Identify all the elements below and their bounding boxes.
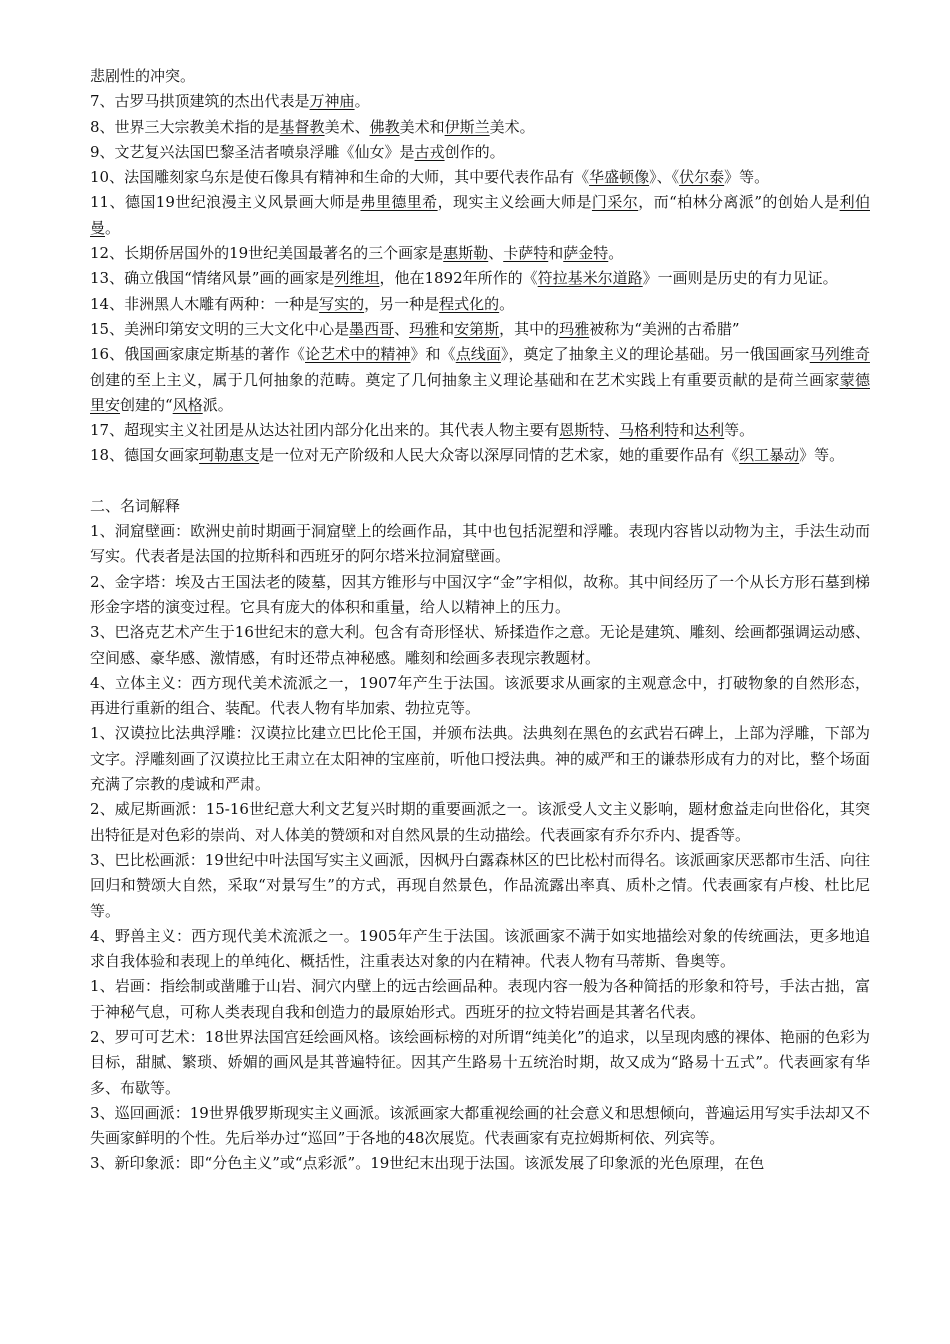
- answer-item: [90, 115, 870, 140]
- definition-item: 3、巴比松画派：19世纪中叶法国写实主义画派，因枫丹白露森林区的巴比松村而得名。该派画家厌恶都市生活、向往回归和赞颂大自然，采取“对景写生”的方式，再现自然景色，作品流露出率真、质朴之情。代表画家有卢梭、杜比尼等。: [90, 850, 870, 920]
- underlined-answer: 基督教: [279, 117, 325, 136]
- underlined-answer: 玛雅: [559, 319, 590, 338]
- underlined-answer: 织工暴动: [739, 446, 800, 465]
- text-segment: 》等。: [799, 446, 845, 465]
- definition-item: 4、野兽主义：西方现代美术流派之一。1905年产生于法国。该派画家不满于如实地描绘对象的传统画法，更多地追求自我体验和表现上的单纯化、概括性，注重表达对象的内在精神。代表人物有马蒂斯、鲁奥等。: [90, 926, 870, 971]
- definition-item: 3、新印象派：即“分色主义”或“点彩派”。19世纪末出现于法国。该派发展了印象派的光色原理，在色: [90, 1154, 765, 1173]
- underlined-answer: 门采尔: [591, 193, 639, 212]
- text-segment: 美术。: [489, 117, 535, 136]
- text-segment: 、: [394, 319, 410, 338]
- text-segment: 。: [608, 244, 624, 263]
- text-segment: 和: [548, 244, 564, 263]
- answer-item: [90, 140, 870, 165]
- text-segment: 和: [679, 421, 695, 440]
- text-segment: 创建的至上主义，属于几何抽象的范畴。奠定了几何抽象主义理论基础和在艺术实践上有重要贡献的是荷兰画家: [90, 370, 840, 389]
- text-segment: 、: [488, 244, 504, 263]
- text-segment: 创建的“: [120, 395, 173, 414]
- text-segment: 被称为“美洲的古希腊”: [589, 319, 740, 338]
- text-segment: ，其中的: [499, 319, 560, 338]
- text-segment: 美术、: [324, 117, 370, 136]
- underlined-answer: 列维坦: [334, 269, 380, 288]
- underlined-answer: 论艺术中的精神: [305, 345, 411, 364]
- text-segment: ，而“柏林分离派”的创始人是: [638, 193, 840, 212]
- text-segment: 17、超现实主义社团是从达达社团内部分化出来的。其代表人物主要有: [90, 421, 560, 440]
- underlined-answer: 符拉基米尔道路: [537, 269, 643, 288]
- answer-item: [90, 64, 870, 89]
- text-segment: 》和《: [410, 345, 456, 364]
- text-segment: 创作的。: [444, 142, 505, 161]
- underlined-answer: 弗里德里希: [360, 193, 438, 212]
- text-segment: ，他在1892年所作的《: [379, 269, 538, 288]
- underlined-answer: 蒙德里安: [90, 370, 870, 414]
- text-segment: 派。: [202, 395, 233, 414]
- answer-item: [90, 266, 870, 291]
- definition-item: 1、汉谟拉比法典浮雕：汉谟拉比建立巴比伦王国，并颁布法典。法典刻在黑色的玄武岩石碑上，上部为浮雕，下部为文字。浮雕刻画了汉谟拉比王肃立在太阳神的宝座前，听他口授法典。神的威严和王的谦恭形成有力的对比，整个场面充满了宗教的虔诚和严肃。: [90, 724, 871, 794]
- underlined-answer: 点线面: [455, 345, 501, 364]
- text-segment: 12、长期侨居国外的19世纪美国最著名的三个画家是: [90, 244, 444, 263]
- underlined-answer: 万神庙: [309, 92, 355, 111]
- text-segment: 》一画则是历史的有力见证。: [642, 269, 838, 288]
- answer-item: [90, 165, 870, 190]
- underlined-answer: 马格利特: [619, 421, 680, 440]
- document-page: [90, 64, 870, 1177]
- text-segment: 14、非洲黑人木雕有两种：一种是: [90, 294, 320, 313]
- text-segment: 16、俄国画家康定斯基的著作《: [90, 345, 306, 364]
- definition-item: 3、巡回画派：19世界俄罗斯现实主义画派。该派画家大都重视绘画的社会意义和思想倾向，普遍运用写实手法却又不失画家鲜明的个性。先后举办过“巡回”于各地的48次展览。代表画家有克拉姆斯柯依、列宾等。: [90, 1103, 870, 1148]
- underlined-answer: 伏尔泰: [679, 168, 725, 187]
- underlined-answer: 墨西哥: [349, 319, 395, 338]
- term-definitions: [90, 519, 870, 1177]
- underlined-answer: 佛教: [369, 117, 400, 136]
- definition-item: 4、立体主义：西方现代美术流派之一，1907年产生于法国。该派要求从画家的主观意念中，打破物象的自然形态，再进行重新的组合、装配。代表人物有毕加索、勃拉克等。: [90, 673, 870, 718]
- definition-item: 2、威尼斯画派：15-16世纪意大利文艺复兴时期的重要画派之一。该派受人文主义影响，题材愈益走向世俗化，其突出特征是对色彩的崇尚、对人体美的赞颂和对自然风景的生动描绘。代表画家有乔尔乔内、提香等。: [90, 800, 870, 844]
- definition-item: 3、巴洛克艺术产生于16世纪末的意大利。包含有奇形怪状、矫揉造作之意。无论是建筑、雕刻、绘画都强调运动感、空间感、豪华感、激情感，有时还带点神秘感。雕刻和绘画多表现宗教题材。: [90, 623, 870, 667]
- text-segment: 15、美洲印第安文明的三大文化中心是: [90, 319, 350, 338]
- underlined-answer: 玛雅: [409, 319, 440, 338]
- underlined-answer: 安第斯: [454, 319, 500, 338]
- definition-item: 2、罗可可艺术：18世界法国宫廷绘画风格。该绘画标榜的对所谓“纯美化”的追求，以呈现肉感的裸体、艳丽的色彩为目标，甜腻、繁琐、娇媚的画风是其普遍特征。因其产生路易十五统治时期，故又成为“路易十五式”。代表画家有华多、布歇等。: [90, 1027, 870, 1097]
- text-segment: ，现实主义绘画大师是: [437, 193, 592, 212]
- underlined-answer: 珂勒惠支: [199, 446, 260, 465]
- text-segment: 是一位对无产阶级和人民大众寄以深厚同情的艺术家，她的重要作品有《: [259, 446, 740, 465]
- text-segment: 等。: [724, 421, 755, 440]
- text-segment: ，另一种是: [364, 294, 440, 313]
- text-segment: 悲剧性的冲突。: [90, 67, 196, 85]
- definition-item: 1、洞窟壁画：欧洲史前时期画于洞窟壁上的绘画作品，其中也包括泥塑和浮雕。表现内容皆以动物为主，手法生动而写实。代表者是法国的拉斯科和西班牙的阿尔塔米拉洞窟壁画。: [90, 522, 870, 566]
- text-segment: 》、《: [649, 168, 680, 187]
- underlined-answer: 风格: [172, 395, 203, 414]
- answer-item: [90, 190, 870, 241]
- text-segment: 8、世界三大宗教美术指的是: [90, 117, 280, 136]
- underlined-answer: 马列维奇: [809, 345, 870, 364]
- answer-item: [90, 241, 870, 266]
- text-segment: 》，奠定了抽象主义的理论基础。另一俄国画家: [500, 345, 810, 364]
- text-segment: 11、德国19世纪浪漫主义风景画大师是: [90, 193, 361, 212]
- text-segment: 。: [499, 294, 515, 313]
- spacer: [90, 469, 870, 494]
- answer-item: [90, 89, 870, 114]
- text-segment: 10、法国雕刻家乌东是使石像具有精神和生命的大师，其中要代表作品有《: [90, 168, 590, 187]
- underlined-answer: 古戎: [414, 142, 445, 161]
- definition-item: 1、岩画：指绘制或凿雕于山岩、洞穴内壁上的远古绘画品种。表现内容一般为各种简括的形象和符号，手法古拙，富于神秘气息，可称人类表现自我和创造力的最原始形式。西班牙的拉文特岩画是其著名代表。: [90, 977, 870, 1021]
- underlined-answer: 华盛顿像: [589, 168, 650, 187]
- underlined-answer: 卡萨特: [503, 244, 549, 263]
- underlined-answer: 萨金特: [563, 244, 609, 263]
- text-segment: 13、确立俄国“情绪风景”画的画家是: [90, 269, 335, 288]
- underlined-answer: 伊斯兰: [444, 117, 490, 136]
- text-segment: 。: [105, 218, 121, 237]
- text-segment: 》等。: [724, 168, 770, 187]
- underlined-answer: 恩斯特: [559, 421, 605, 440]
- answer-item: [90, 292, 870, 317]
- text-segment: 和: [439, 319, 455, 338]
- fill-in-blank-answers: [90, 64, 870, 469]
- section-heading: 二、名词解释: [90, 496, 181, 515]
- answer-item: [90, 418, 870, 443]
- text-segment: 9、文艺复兴法国巴黎圣洁者喷泉浮雕《仙女》是: [90, 142, 415, 161]
- underlined-answer: 程式化的: [439, 294, 500, 313]
- answer-item: [90, 443, 870, 468]
- underlined-answer: 惠斯勒: [443, 244, 489, 263]
- underlined-answer: 写实的: [319, 294, 365, 313]
- definition-item: 2、金字塔：埃及古王国法老的陵墓，因其方锥形与中国汉字“金”字相似，故称。其中间经历了一个从长方形石墓到梯形金字塔的演变过程。它具有庞大的体积和重量，给人以精神上的压力。: [90, 572, 870, 616]
- text-segment: 美术和: [399, 117, 445, 136]
- answer-item: [90, 342, 870, 418]
- text-segment: 7、古罗马拱顶建筑的杰出代表是: [90, 92, 310, 111]
- underlined-answer: 利伯曼: [90, 193, 870, 237]
- text-segment: 。: [354, 92, 370, 111]
- underlined-answer: 达利: [694, 421, 725, 440]
- answer-item: [90, 317, 870, 342]
- text-segment: 18、德国女画家: [90, 446, 200, 465]
- text-segment: 、: [604, 421, 620, 440]
